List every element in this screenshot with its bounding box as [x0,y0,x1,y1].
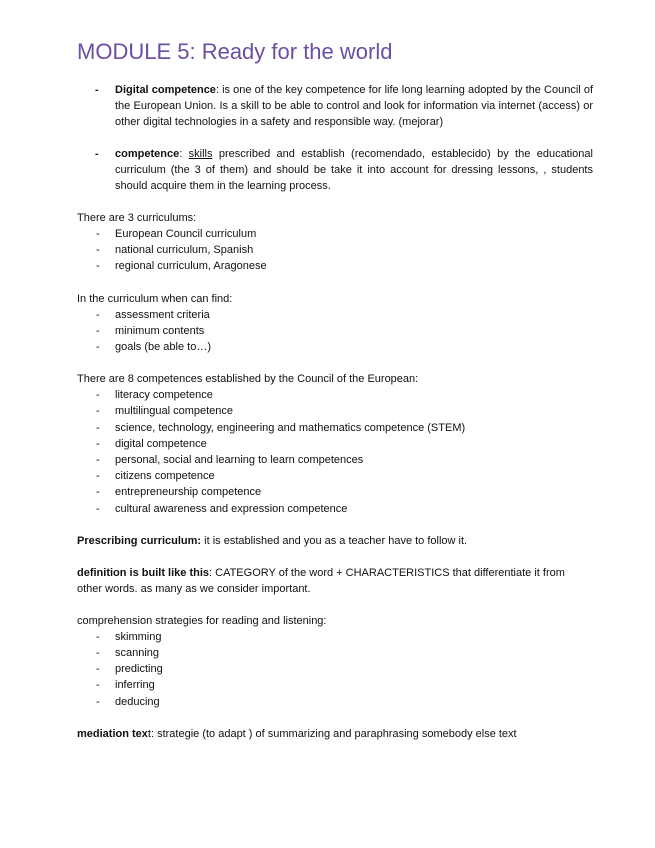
list-item: - inferring [96,679,155,692]
curriculums-intro: There are 3 curriculums: [77,212,197,224]
list-item: - minimum contents [96,324,205,337]
prescribing-section [77,533,593,549]
list-item: - national curriculum, Spanish [96,244,254,257]
mediation-section [77,726,593,742]
definition-text: : is one of the key competence for life long learning adopted by the Council of the European Union. Is a skill to be able to control and look for information via internet (access) or other digital technologies in a safety and responsible way. (mejorar) [115,84,594,128]
list-item: - scanning [96,647,160,660]
comprehension-section [77,613,593,710]
page-title: MODULE 5: Ready for the world [77,39,393,64]
curriculum-contents-section [77,291,593,356]
definition-term: competence [115,148,180,160]
mediation-term: mediation tex [77,727,148,740]
definition-separator: : [179,148,189,160]
mediation-text: t: strategie (to adapt ) of summarizing and paraphrasing somebody else text [147,727,517,740]
list-item: - goals (be able to…) [96,341,211,354]
list-item: - literacy competence [96,389,213,402]
definition-competence [77,146,593,194]
bullet-dash: - [95,84,99,96]
prescribing-term: Prescribing curriculum: [77,534,202,547]
list-item: - entrepreneurship competence [96,486,262,499]
competences-intro: There are 8 competences established by the Council of the European: [77,373,419,386]
prescribing-paragraph [77,533,593,549]
list-item: - cultural awareness and expression competence [96,502,348,515]
definition-digital-competence [77,82,593,130]
definition-built-text: : CATEGORY of the word + CHARACTERISTICS that differentiate it from other words. as many as we consider important. [77,566,565,595]
definition-built-section [77,565,593,597]
bullet-dash: - [95,148,99,160]
list-item: - skimming [96,630,162,643]
document-page [77,38,593,758]
definition-built-paragraph [77,565,593,597]
definition-text: prescribed and establish (recomendado, establecido) by the educational curriculum (the 3 of them) and should be take it into account for dressing lessons, , students should acquire them in the learning process. [115,148,593,192]
list-item: - deducing [96,695,160,708]
list-item: - personal, social and learning to learn competences [96,454,364,467]
underlined-word: skills [188,148,213,160]
prescribing-text: it is established and you as a teacher have to follow it. [201,534,468,547]
definitions-list [77,82,593,194]
list-item: - science, technology, engineering and mathematics competence (STEM) [96,421,466,434]
curriculum-contents-intro: In the curriculum when can find: [77,292,233,305]
curriculums-list [77,226,593,275]
competences-section [77,371,593,517]
curriculum-contents-list [77,307,593,356]
list-item: - multilingual competence [96,405,234,418]
mediation-paragraph [77,726,593,742]
definition-built-term: definition is built like this [77,566,210,579]
list-item: - digital competence [96,437,207,450]
list-item: - citizens competence [96,470,215,483]
definition-term: Digital competence [115,84,216,96]
comprehension-list [77,629,593,710]
list-item: - European Council curriculum [96,228,257,240]
list-item: - regional curriculum, Aragonese [96,260,267,273]
competences-list [77,387,593,517]
list-item: - predicting [96,663,163,676]
comprehension-intro: comprehension strategies for reading and listening: [77,614,327,627]
list-item: - assessment criteria [96,308,210,321]
curriculums-section [77,210,593,275]
